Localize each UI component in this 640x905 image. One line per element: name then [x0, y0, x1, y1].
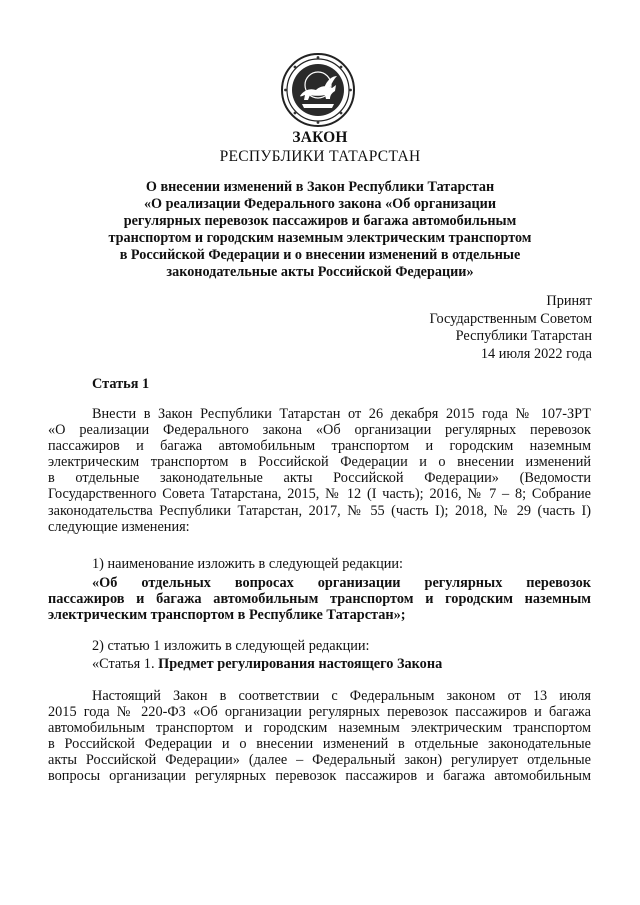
paragraph-line: «О реализации Федерального закона «Об организации регулярных перевозок	[48, 422, 591, 439]
paragraph-amendments	[48, 406, 591, 535]
item-2-article-heading	[92, 656, 442, 672]
adoption-block	[429, 293, 592, 363]
adoption-date: 14 июля 2022 года	[480, 345, 592, 362]
heading-line: транспортом и городским наземным электрическим транспортом	[108, 230, 532, 246]
paragraph-line: следующие изменения:	[48, 518, 190, 535]
paragraph-line: электрическим транспортом в Российской Федерации и о внесении изменений	[48, 454, 591, 471]
item-2-title: Предмет регулирования настоящего Закона	[158, 656, 443, 672]
law-title-main: ЗАКОН	[292, 129, 348, 146]
heading-line: «О реализации Федерального закона «Об организации	[143, 196, 497, 212]
paragraph-line: автомобильным транспортом и городским наземным электрическим транспортом	[48, 720, 591, 737]
item-2-prefix: «Статья 1.	[92, 656, 159, 672]
item-1-new-title	[48, 575, 591, 623]
paragraph-line: законодательства Республики Татарстан, 2017, № 55 (часть I); 2018, № 29 (часть I)	[48, 502, 591, 519]
item-1-line: «Об отдельных вопросах организации регулярных перевозок	[92, 575, 591, 591]
heading-line: О внесении изменений в Закон Республики Татарстан	[145, 179, 495, 195]
law-heading	[90, 179, 550, 281]
paragraph-line: Внести в Закон Республики Татарстан от 26 декабря 2015 года № 107-ЗРТ	[92, 406, 591, 422]
item-1-label: 1) наименование изложить в следующей редакции:	[92, 556, 403, 572]
adoption-line: Республики Татарстан	[455, 328, 592, 344]
paragraph-line: в Российской Федерации и о внесении изменений в отдельные законодательные	[48, 736, 591, 753]
article-title: Статья 1	[92, 376, 150, 392]
heading-line: в Российской Федерации и о внесении изменений в отдельные	[119, 247, 521, 263]
item-1-line: электрическим транспортом в Республике Татарстан»;	[48, 607, 406, 624]
item-1-line: пассажиров и багажа автомобильным транспортом и городским наземным	[48, 591, 591, 608]
paragraph-subject	[48, 688, 591, 785]
paragraph-line: Государственного Совета Татарстана, 2015, № 12 (I часть); 2016, № 7 – 8; Собрание	[48, 486, 591, 503]
adoption-line: Принят	[546, 293, 592, 309]
paragraph-line: в отдельные законодательные акты Российской Федерации» (Ведомости	[48, 470, 591, 487]
item-2-label: 2) статью 1 изложить в следующей редакции:	[92, 638, 370, 654]
adoption-line: Государственным Советом	[429, 310, 592, 327]
law-title-republic: РЕСПУБЛИКИ ТАТАРСТАН	[219, 148, 421, 165]
paragraph-line: Настоящий Закон в соответствии с Федеральным законом от 13 июля	[92, 688, 591, 704]
paragraph-line: пассажиров и багажа автомобильным транспортом и городским наземным	[48, 438, 591, 455]
paragraph-line: акты Российской Федерации» (далее – Федеральный закон) регулирует отдельные	[48, 752, 591, 769]
paragraph-line: 2015 года № 220-ФЗ «Об организации регулярных перевозок пассажиров и багажа	[48, 704, 591, 721]
heading-line: регулярных перевозок пассажиров и багажа автомобильным	[123, 213, 517, 229]
law-title	[0, 128, 640, 166]
heading-line: законодательные акты Российской Федерации»	[166, 264, 474, 280]
tatarstan-coat-of-arms-icon	[280, 52, 356, 128]
paragraph-line: вопросы организации регулярных перевозок пассажиров и багажа автомобильным	[48, 768, 591, 785]
